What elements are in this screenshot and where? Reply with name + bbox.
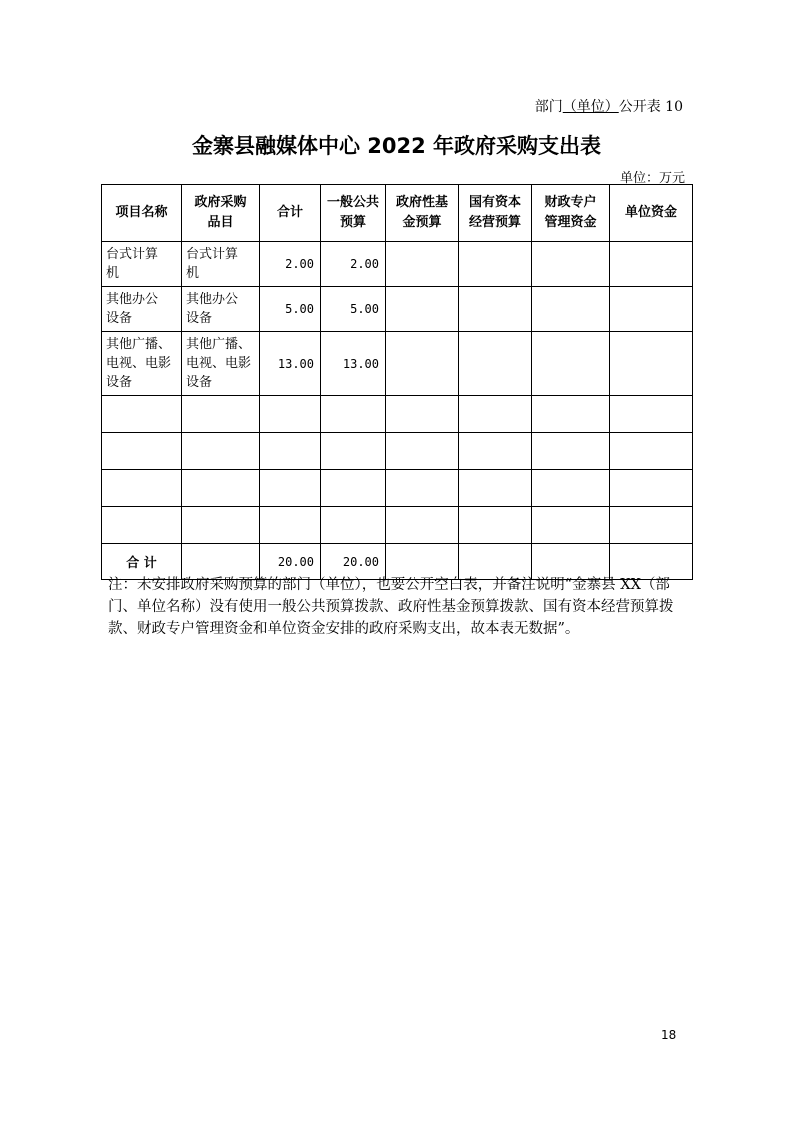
unit-label: 单位：万元 — [619, 171, 685, 186]
table-reference-suffix: 公开表 10 — [618, 99, 683, 115]
header-project-name: 项目名称 — [102, 185, 182, 242]
header-general-budget: 一般公共 预算 — [321, 185, 386, 242]
cell-general-budget: 13.00 — [321, 332, 386, 396]
table-row-empty — [102, 433, 693, 470]
cell-general-budget: 5.00 — [321, 287, 386, 332]
procurement-table — [101, 184, 693, 580]
table-row — [102, 287, 693, 332]
cell-empty — [532, 287, 610, 332]
table-reference-label — [535, 96, 683, 116]
document-title: 金寨县融媒体中心 2022 年政府采购支出表 — [191, 134, 602, 158]
cell-procurement-item: 其他广播、 电视、电影 设备 — [182, 332, 260, 396]
table-reference-prefix: 部门 — [534, 99, 563, 115]
header-state-capital-budget: 国有资本 经营预算 — [459, 185, 532, 242]
cell-empty — [386, 242, 459, 287]
cell-total: 2.00 — [260, 242, 321, 287]
footnote: 注：未安排政府采购预算的部门（单位），也要公开空白表，并备注说明“金寨县 XX（部门、单位名称）没有使用一般公共预算拨款、政府性基金预算拨款、国有资本经营预算拨款、财政专户管理资金和单位资金安排的政府采购支出，故本表无数据”。 — [108, 577, 674, 637]
page-number: 18 — [661, 1028, 677, 1042]
header-fund-budget: 政府性基 金预算 — [386, 185, 459, 242]
cell-empty — [459, 242, 532, 287]
table-row-empty — [102, 396, 693, 433]
cell-project-name: 其他办公 设备 — [102, 287, 182, 332]
cell-empty — [532, 332, 610, 396]
cell-empty — [610, 287, 693, 332]
cell-empty — [386, 332, 459, 396]
header-procurement-item: 政府采购 品目 — [182, 185, 260, 242]
cell-project-name: 台式计算 机 — [102, 242, 182, 287]
table-reference-underlined: （单位） — [562, 99, 619, 115]
cell-empty — [532, 242, 610, 287]
total-label: 合 计 — [102, 544, 182, 580]
header-special-account-funds: 财政专户 管理资金 — [532, 185, 610, 242]
cell-total: 13.00 — [260, 332, 321, 396]
cell-general-budget: 2.00 — [321, 242, 386, 287]
cell-empty — [610, 242, 693, 287]
cell-procurement-item: 台式计算 机 — [182, 242, 260, 287]
cell-empty — [459, 332, 532, 396]
cell-total: 5.00 — [260, 287, 321, 332]
cell-empty — [459, 287, 532, 332]
table-row-empty — [102, 507, 693, 544]
table-row-empty — [102, 470, 693, 507]
cell-project-name: 其他广播、 电视、电影 设备 — [102, 332, 182, 396]
total-general-budget: 20.00 — [321, 544, 386, 580]
cell-empty — [610, 332, 693, 396]
header-unit-funds: 单位资金 — [610, 185, 693, 242]
table-row — [102, 332, 693, 396]
table-row — [102, 242, 693, 287]
cell-procurement-item: 其他办公 设备 — [182, 287, 260, 332]
total-sum: 20.00 — [260, 544, 321, 580]
table-header-row — [102, 185, 693, 242]
cell-empty — [386, 287, 459, 332]
header-total: 合计 — [260, 185, 321, 242]
